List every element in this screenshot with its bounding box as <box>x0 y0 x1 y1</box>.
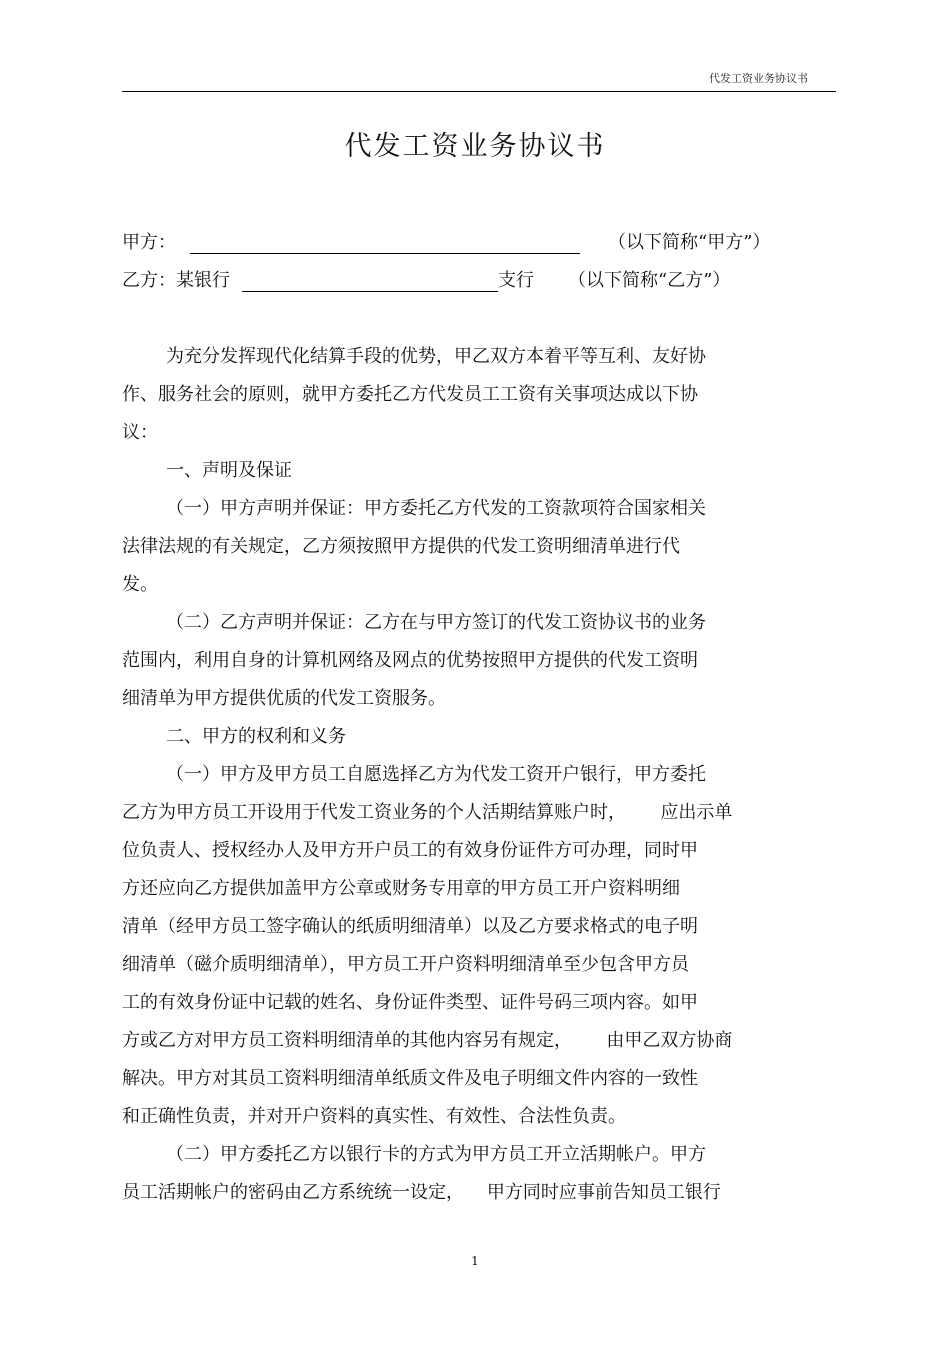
party-b-suffix: 支行 <box>498 270 534 291</box>
body-line: 作、服务社会的原则，就甲方委托乙方代发员工工资有关事项达成以下协 <box>122 384 698 405</box>
body-line: 位负责人、授权经办人及甲方开户员工的有效身份证件方可办理，同时甲 <box>122 840 698 861</box>
page-number: 1 <box>471 1254 479 1268</box>
body-line: 方还应向乙方提供加盖甲方公章或财务专用章的甲方员工开户资料明细 <box>122 878 680 899</box>
body-line: 工的有效身份证中记载的姓名、身份证件类型、证件号码三项内容。如甲 <box>122 992 698 1013</box>
party-b-line <box>122 266 730 292</box>
body-line: （二）甲方委托乙方以银行卡的方式为甲方员工开立活期帐户。甲方 <box>166 1144 706 1165</box>
agreement-body <box>122 338 836 1212</box>
body-line: （一）甲方声明并保证：甲方委托乙方代发的工资款项符合国家相关 <box>166 498 706 519</box>
body-line: 和正确性负责，并对开户资料的真实性、有效性、合法性负责。 <box>122 1106 626 1127</box>
body-line: 议： <box>122 422 158 443</box>
body-line: 为充分发挥现代化结算手段的优势，甲乙双方本着平等互利、友好协 <box>166 346 706 367</box>
document-title: 代发工资业务协议书 <box>344 131 606 162</box>
body-line: 乙方为甲方员工开设用于代发工资业务的个人活期结算账户时， 应出示单 <box>122 802 733 823</box>
body-line: 二、甲方的权利和义务 <box>166 726 346 747</box>
body-line: 清单（经甲方员工签字确认的纸质明细清单）以及乙方要求格式的电子明 <box>122 916 698 937</box>
party-a-note: （以下简称“甲方”） <box>608 232 771 253</box>
header-rule <box>122 91 836 92</box>
body-line: 细清单为甲方提供优质的代发工资服务。 <box>122 688 446 709</box>
party-a-label: 甲方： <box>122 232 176 253</box>
body-line: 细清单（磁介质明细清单），甲方员工开户资料明细清单至少包含甲方员 <box>122 954 689 975</box>
body-line: 发。 <box>122 574 158 595</box>
party-b-blank <box>242 271 498 292</box>
party-a-line <box>122 228 770 254</box>
body-line: 一、声明及保证 <box>166 460 292 481</box>
party-a-blank <box>190 233 580 254</box>
body-line: 法律法规的有关规定，乙方须按照甲方提供的代发工资明细清单进行代 <box>122 536 680 557</box>
body-line: 员工活期帐户的密码由乙方系统统一设定， 甲方同时应事前告知员工银行 <box>122 1182 721 1203</box>
party-b-label: 乙方：某银行 <box>122 270 230 291</box>
body-line: （一）甲方及甲方员工自愿选择乙方为代发工资开户银行，甲方委托 <box>166 764 706 785</box>
running-header: 代发工资业务协议书 <box>709 72 808 85</box>
party-b-note: （以下简称“乙方”） <box>568 270 731 291</box>
body-line: 方或乙方对甲方员工资料明细清单的其他内容另有规定， 由甲乙双方协商 <box>122 1030 733 1051</box>
body-line: 范围内，利用自身的计算机网络及网点的优势按照甲方提供的代发工资明 <box>122 650 698 671</box>
body-line: 解决。甲方对其员工资料明细清单纸质文件及电子明细文件内容的一致性 <box>122 1068 698 1089</box>
body-line: （二）乙方声明并保证：乙方在与甲方签订的代发工资协议书的业务 <box>166 612 706 633</box>
